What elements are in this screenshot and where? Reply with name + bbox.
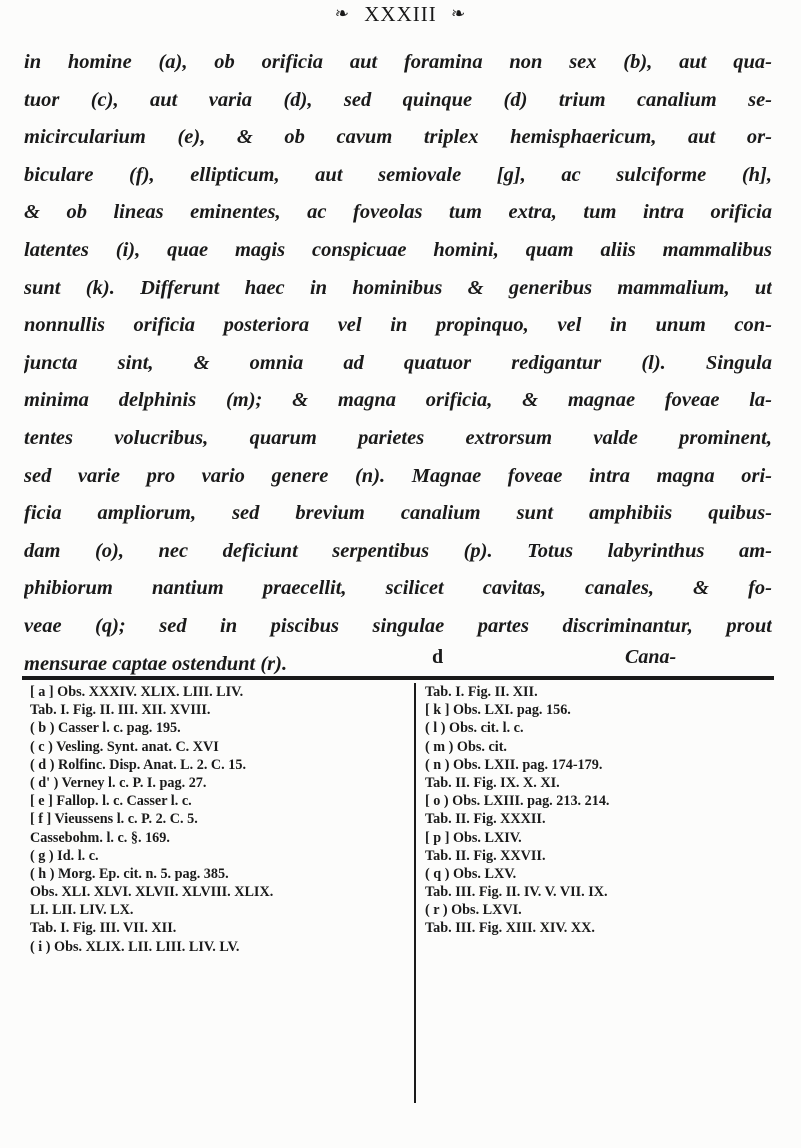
footnote-line: [ p ] Obs. LXIV. — [425, 829, 522, 846]
text-line: latentes (i), quae magis conspicuae homini, quam aliis mammalibus — [24, 238, 772, 261]
footnote-line: [ k ] Obs. LXI. pag. 156. — [425, 702, 571, 719]
footnote-line: ( n ) Obs. LXII. pag. 174-179. — [425, 756, 603, 773]
text-line: juncta sint, & omnia ad quatuor redigantur (l). Singula — [24, 351, 772, 374]
text-line: in homine (a), ob orificia aut foramina non sex (b), aut qua- — [24, 51, 772, 73]
footnote-line: Tab. II. Fig. XXXII. — [425, 811, 546, 828]
footnote-line: Tab. III. Fig. II. IV. V. VII. IX. — [425, 884, 608, 901]
footnote-rule — [22, 676, 774, 680]
footnote-line: Tab. I. Fig. III. VII. XII. — [30, 920, 177, 937]
text-line: veae (q); sed in piscibus singulae partes discriminantur, prout — [24, 614, 772, 637]
main-text — [24, 44, 772, 683]
footnote-line: Tab. III. Fig. XIII. XIV. XX. — [425, 920, 595, 937]
text-line: mensurae captae ostendunt (r). — [24, 652, 288, 675]
footnote-line: LI. LII. LIV. LX. — [30, 902, 134, 919]
footnote-line: Tab. II. Fig. XXVII. — [425, 847, 546, 864]
footnote-line: ( l ) Obs. cit. l. c. — [425, 720, 524, 737]
text-line: tentes volucribus, quarum parietes extrorsum valde prominent, — [24, 426, 772, 449]
footnote-line: ( r ) Obs. LXVI. — [425, 902, 522, 919]
footnotes-left-column — [30, 683, 404, 956]
footnote-line: ( h ) Morg. Ep. cit. n. 5. pag. 385. — [30, 865, 229, 882]
footnote-line: [ a ] Obs. XXXIV. XLIX. LIII. LIV. — [30, 684, 244, 700]
footnotes-right-column — [425, 683, 775, 938]
footnote-line: Tab. II. Fig. IX. X. XI. — [425, 774, 560, 791]
catchword: Cana- — [625, 646, 677, 668]
footnote-line: ( c ) Vesling. Synt. anat. C. XVI — [30, 738, 219, 755]
text-line: minima delphinis (m); & magna orificia, & magnae foveae la- — [24, 389, 772, 412]
footnote-line: Tab. I. Fig. II. XII. — [425, 684, 538, 700]
footnote-line: Cassebohm. l. c. §. 169. — [30, 829, 170, 846]
footnote-line: Obs. XLI. XLVI. XLVII. XLVIII. XLIX. — [30, 884, 274, 901]
footnote-line: ( d' ) Verney l. c. P. I. pag. 27. — [30, 774, 207, 791]
catchline — [0, 646, 801, 670]
footnote-line: ( q ) Obs. LXV. — [425, 865, 517, 882]
footnote-line: [ e ] Fallop. l. c. Casser l. c. — [30, 793, 192, 810]
text-line: sunt (k). Differunt haec in hominibus & generibus mammalium, ut — [24, 276, 772, 299]
text-line: sed varie pro vario genere (n). Magnae foveae intra magna ori- — [24, 464, 772, 487]
footnote-line: [ f ] Vieussens l. c. P. 2. C. 5. — [30, 811, 198, 828]
footnote-line: [ o ) Obs. LXIII. pag. 213. 214. — [425, 793, 610, 810]
footnote-line: ( m ) Obs. cit. — [425, 738, 507, 755]
ornament-right-icon: ❧ — [450, 4, 467, 23]
ornament-left-icon: ❧ — [334, 4, 350, 23]
footnote-line: ( i ) Obs. XLIX. LII. LIII. LIV. LV. — [30, 938, 240, 955]
text-line: biculare (f), ellipticum, aut semiovale [g], ac sulciforme (h], — [24, 163, 772, 186]
footnote-line: ( b ) Casser l. c. pag. 195. — [30, 720, 181, 737]
text-line: tuor (c), aut varia (d), sed quinque (d) trium canalium se- — [24, 88, 772, 111]
footnote-line: ( g ) Id. l. c. — [30, 847, 99, 864]
page-header — [0, 2, 801, 27]
text-line: & ob lineas eminentes, ac foveolas tum extra, tum intra orificia — [24, 201, 772, 224]
footnote-line: Tab. I. Fig. II. III. XII. XVIII. — [30, 702, 211, 719]
signature-mark: d — [432, 646, 444, 668]
text-line: phibiorum nantium praecellit, scilicet cavitas, canales, & fo- — [24, 577, 772, 600]
footnote-line: ( d ) Rolfinc. Disp. Anat. L. 2. C. 15. — [30, 756, 246, 773]
column-divider — [414, 683, 416, 1103]
text-line: micircularium (e), & ob cavum triplex hemisphaericum, aut or- — [24, 126, 772, 149]
text-line: dam (o), nec deficiunt serpentibus (p). Totus labyrinthus am- — [24, 539, 772, 562]
text-line: nonnullis orificia posteriora vel in propinquo, vel in unum con- — [24, 314, 772, 337]
page-number: XXXIII — [364, 2, 437, 26]
text-line: ficia ampliorum, sed brevium canalium sunt amphibiis quibus- — [24, 502, 772, 525]
